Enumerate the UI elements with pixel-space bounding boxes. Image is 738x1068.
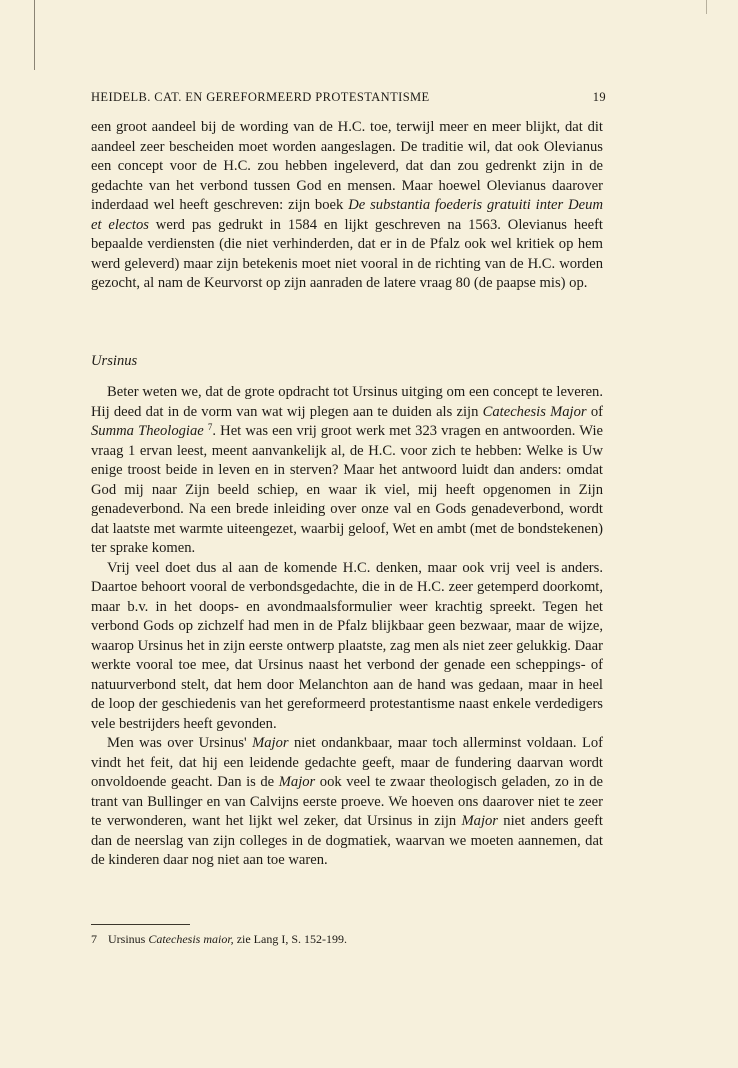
body-text-ursinus — [91, 383, 603, 871]
footnote-mark[interactable]: 7 — [207, 422, 213, 432]
text-run: een groot aandeel bij de wording van de H.C. toe, terwijl meer en meer blijkt, dat dit aandeel zeer bescheiden moet worden aangeslagen. De traditie wil, dat ook Olevianus een concept voor de H.C. zou hebben ingeleverd, dat dan zou gedrenkt zijn in de gedachte van het verbond tussen God en mensen. Maar hoewel Olevianus daarover inderdaad wel heeft geschreven: zijn boek — [91, 119, 603, 213]
text-run: of — [590, 403, 603, 420]
footnote — [91, 932, 347, 947]
work-title: Major — [278, 774, 316, 790]
paragraph-verbond: Vrij veel doet dus al aan de komende H.C. denken, maar ook vrij veel is anders. Daartoe behoort vooral de verbondsgedachte, die in de H.C. zeer getemperd doorkomt, maar b.v. in het doops- en avondmaalsformulier weer krachtig spreekt. Tegen het verbond Gods op zichzelf had men in de Pfalz blijkbaar geen bezwaar, maar de wijze, waarop Ursinus het in zijn eerste ontwerp plaatste, zag men als niet zeer gelukkig. Daar werkte vooral toe mee, dat Ursinus naast het verbond der genade een scheppings- of natuurverbond stelt, dat hem door Melanchton aan de hand was gedaan, maar in heel de loop der geschiedenis van het gereformeerd protestantisme naast enkele verdedigers vele bestrijders heeft gevonden. — [91, 559, 603, 732]
footnote-work-title: Catechesis maior, — [148, 932, 234, 946]
footnote-rule — [91, 924, 190, 925]
text-run: niet anders geeft dan de neerslag van zijn colleges in de dogmatiek, waarvan we moeten aannemen, dat de kinderen daar nog niet aan toe waren. — [91, 813, 603, 868]
running-header — [91, 90, 606, 105]
work-title: Catechesis Major — [482, 403, 587, 420]
section-heading: Ursinus — [91, 353, 138, 369]
text-run: ook veel te zwaar theologisch geladen, zo in de trant van Bullinger en van Calvijns eerste proeve. We hoeven ons daarover niet te zeer te verwonderen, want het lijkt wel zeker, dat Ursinus in zijn — [91, 774, 603, 829]
text-run: Beter weten we, dat de grote opdracht tot Ursinus uitging om een concept te leveren. Hij deed dat in de vorm van wat wij plegen aan te duiden als zijn — [91, 384, 603, 420]
page-number: 19 — [592, 90, 606, 104]
footnote-number: 7 — [91, 932, 97, 946]
footnote-reference: zie Lang I, S. 152-199. — [236, 932, 347, 946]
paragraph-major — [91, 734, 603, 871]
footnote-author: Ursinus — [108, 932, 146, 946]
body-text-top — [91, 118, 603, 294]
text-run: werd pas gedrukt in 1584 en lijkt geschreven na 1563. Olevianus heeft bepaalde verdiensten (die niet verhinderden, dat er in de Pfalz ook wel kritiek op hem werd geleverd) maar zijn betekenis moet niet vooral in de richting van de H.C. worden gezocht, al nam de Keurvorst op zijn aanraden de latere vraag 80 (de paapse mis) op. — [91, 216, 603, 291]
text-run: Men was over Ursinus' — [107, 735, 247, 751]
text-run: niet ondankbaar, maar toch allerminst voldaan. Lof vindt het feit, dat hij een leidende gedachte geeft, maar de fundering daarvan wordt onvoldoende geacht. Dan is de — [91, 735, 604, 790]
running-title: HEIDELB. CAT. EN GEREFORMEERD PROTESTANTISME — [91, 90, 430, 104]
scan-edge-left — [34, 0, 35, 70]
paragraph-catechesis — [91, 383, 603, 559]
scan-edge-right — [706, 0, 707, 14]
text-run: . Het was een vrij groot werk met 323 vragen en antwoorden. Wie vraag 1 ervan leest, meent aanvankelijk al, de H.C. voor zich te hebben: Welke is Uw enige troost beide in leven en in sterven? Maar het antwoord luidt dan anders: omdat God mij naar Zijn beeld schiep, en waar ik viel, mij heeft opgenomen in Zijn genadeverbond. Na een brede inleiding over onze val en Gods genadeverbond, wordt dat laatste met warmte uiteengezet, waarbij geloof, Wet en ambt (met de bondstekenen) ter sprake komen. — [91, 423, 603, 556]
work-title: Major — [461, 813, 498, 829]
paragraph-olevianus — [91, 118, 603, 294]
work-title: Major — [252, 735, 289, 751]
work-title: Summa Theologiae — [91, 423, 204, 439]
book-title: De substantia foederis gratuiti inter Deum et electos — [91, 197, 603, 233]
